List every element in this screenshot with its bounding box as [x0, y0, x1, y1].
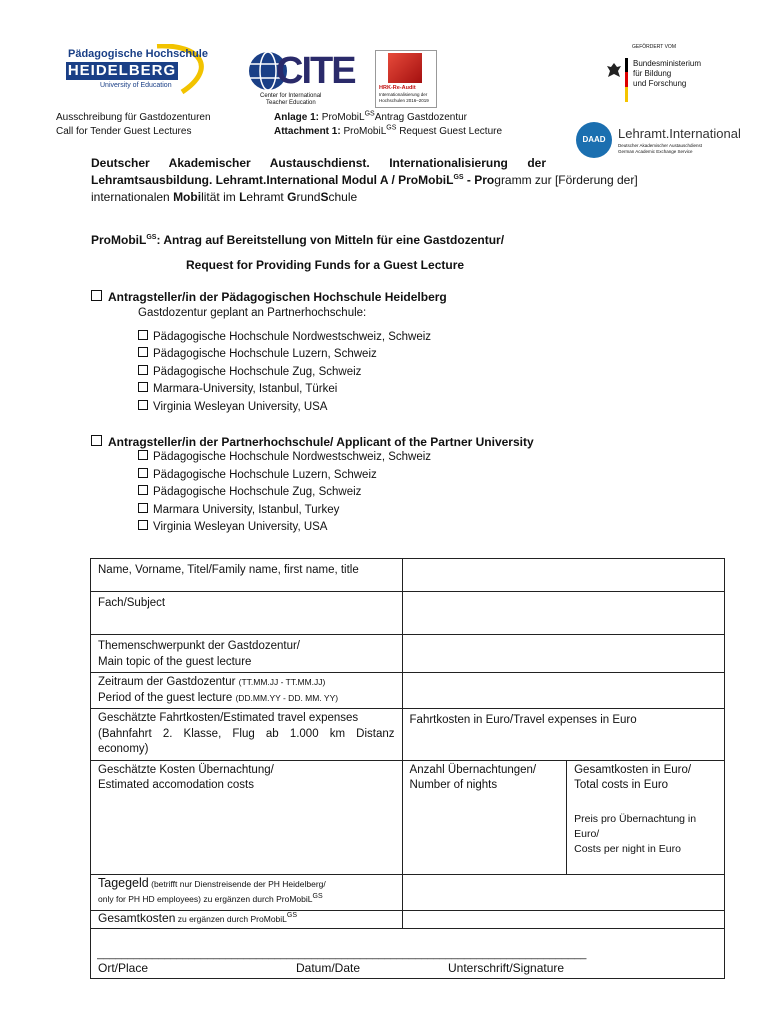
- intro-line3e: ehramt: [246, 190, 288, 204]
- label-subject: Fach/Subject: [91, 592, 403, 635]
- intro-line3f: G: [287, 190, 297, 204]
- checkbox[interactable]: [138, 330, 148, 340]
- accom-line2: Estimated accomodation costs: [98, 779, 254, 791]
- attachment-label: Attachment 1:: [274, 126, 341, 137]
- field-tagegeld[interactable]: [402, 874, 724, 910]
- intro-line3g: rund: [296, 190, 321, 204]
- flag-icon: [625, 58, 628, 102]
- period-en: Period of the guest lecture: [98, 691, 236, 704]
- tagegeld-line2: [98, 892, 395, 908]
- tagegeld-note2: only for PH HD employees) zu ergänzen durch ProMobiL: [98, 894, 313, 904]
- intro-line2sup: GS: [453, 174, 464, 181]
- hrk-line2: Hochschulen 2016–2019: [379, 98, 429, 103]
- cite-letters: CITE: [276, 50, 355, 92]
- period-line2: [98, 691, 395, 707]
- table-row-gesamt: [91, 910, 725, 928]
- caption-call-en: Call for Tender Guest Lectures: [56, 126, 192, 137]
- table-row-accommodation: [91, 760, 725, 874]
- bmbf-line3: und Forschung: [633, 79, 687, 88]
- checkbox[interactable]: [138, 485, 148, 495]
- intro-line2c: gramm zur [Förderung der]: [494, 173, 638, 187]
- table-row-topic: [91, 635, 725, 673]
- section2-option[interactable]: [138, 519, 534, 537]
- checkbox[interactable]: [138, 382, 148, 392]
- heading-sup: GS: [146, 234, 157, 241]
- total-line1: Gesamtkosten in Euro/: [574, 763, 692, 776]
- accom-line1: Geschätzte Kosten Übernachtung/: [98, 763, 274, 776]
- option-label: Pädagogische Hochschule Zug, Schweiz: [153, 486, 362, 498]
- nights-line1: Anzahl Übernachtungen/: [409, 763, 537, 776]
- label-period: [91, 673, 403, 709]
- tagegeld-sup: GS: [312, 893, 323, 901]
- tagegeld-title: Tagegeld: [98, 875, 149, 890]
- hrk-line1: Internationalisierung der: [379, 92, 428, 97]
- gesamt-title: Gesamtkosten: [98, 910, 176, 925]
- anlage-sup: GS: [364, 110, 375, 118]
- checkbox[interactable]: [138, 365, 148, 375]
- option-label: Marmara-University, Istanbul, Türkei: [153, 383, 338, 395]
- field-travel[interactable]: Fahrtkosten in Euro/Travel expenses in Euro: [402, 709, 724, 761]
- ph-heidelberg-logo: [62, 44, 212, 96]
- hrk-cube-icon: [388, 53, 422, 83]
- checkbox[interactable]: [138, 503, 148, 513]
- option-label: Pädagogische Hochschule Nordwestschweiz, Schweiz: [153, 451, 432, 463]
- anlage-rest: Antrag Gastdozentur: [374, 112, 468, 123]
- period-de-format: (TT.MM.JJ - TT.MM.JJ): [238, 677, 326, 687]
- table-row-travel: [91, 709, 725, 761]
- table-row-tagegeld: [91, 874, 725, 910]
- bmbf-line2: für Bildung: [633, 69, 672, 78]
- section1-option[interactable]: [138, 346, 447, 364]
- section2-option[interactable]: [138, 449, 534, 467]
- label-place: Ort/Place: [98, 960, 149, 975]
- period-de: Zeitraum der Gastdozentur: [98, 676, 239, 688]
- daad-name: Lehramt.International: [618, 126, 741, 141]
- label-accommodation: [91, 760, 403, 874]
- ph-logo-line3: University of Education: [100, 82, 172, 89]
- section1-option[interactable]: [138, 399, 447, 417]
- option-label: Pädagogische Hochschule Nordwestschweiz, Schweiz: [153, 330, 432, 343]
- attachment-text: ProMobiL: [343, 126, 387, 137]
- anlage-label: Anlage 1:: [274, 112, 320, 123]
- field-topic[interactable]: [402, 635, 724, 673]
- label-signature: Unterschrift/Signature: [448, 960, 565, 975]
- ph-logo-line2: HEIDELBERG: [67, 62, 177, 79]
- option-label: Pädagogische Hochschule Luzern, Schweiz: [153, 348, 377, 360]
- section-ph-applicant: [91, 290, 447, 416]
- label-date: Datum/Date: [296, 960, 361, 975]
- cite-logo-text: [276, 50, 355, 92]
- nights-line2: Number of nights: [409, 779, 498, 791]
- section1-options: [138, 329, 447, 417]
- intro-line2a: Lehramtsausbildung. Lehramt.International Modul A / ProMobiL: [91, 173, 454, 187]
- intro-line3d: L: [239, 190, 247, 204]
- intro-line3c: lität im: [201, 190, 240, 204]
- travel-line2: (Bahnfahrt 2. Klasse, Flug ab 1.000 km Distanz: [98, 727, 395, 740]
- section1-title: Antragsteller/in der Pädagogischen Hochschule Heidelberg: [108, 290, 447, 304]
- price-line1: Preis pro Übernachtung in: [574, 812, 697, 825]
- option-label: Marmara University, Istanbul, Turkey: [153, 503, 340, 516]
- cite-sub2: Teacher Education: [266, 100, 316, 106]
- section2-option[interactable]: [138, 467, 534, 485]
- application-form-table: [90, 558, 725, 979]
- bmbf-line1: Bundesministerium: [633, 59, 702, 68]
- intro-line1-text: Deutscher Akademischer Austauschdienst. Internationalisierung der: [91, 156, 546, 170]
- table-row-signature: [91, 928, 725, 978]
- travel-line3: economy): [98, 743, 149, 755]
- signature-line: ________________________________________________________________________________: [97, 947, 587, 960]
- section1-checkbox[interactable]: [91, 290, 102, 301]
- checkbox[interactable]: [138, 520, 148, 530]
- price-block: [574, 812, 717, 857]
- caption-call-de: Ausschreibung für Gastdozenturen: [56, 112, 211, 123]
- label-travel: [91, 709, 403, 761]
- field-period[interactable]: [402, 673, 724, 709]
- heading-rest: : Antrag auf Bereitstellung von Mitteln für eine Gastdozentur/: [156, 233, 505, 247]
- section1-subtitle: Gastdozentur geplant an Partnerhochschule:: [138, 307, 367, 319]
- option-label: Virginia Wesleyan University, USA: [153, 521, 328, 533]
- period-line1: [98, 675, 395, 691]
- bmbf-gefoerdert: GEFÖRDERT VOM: [632, 44, 676, 50]
- topic-line2: Main topic of the guest lecture: [98, 655, 252, 668]
- intro-line3a: internationalen: [91, 190, 174, 204]
- table-row-subject: [91, 592, 725, 635]
- label-topic: [91, 635, 403, 673]
- intro-line3i: chule: [328, 190, 358, 204]
- hrk-title: HRK-Re-Audit: [379, 85, 416, 91]
- checkbox[interactable]: [138, 347, 148, 357]
- section1-option[interactable]: [138, 329, 447, 347]
- heading-promobil: ProMobiL: [91, 233, 147, 247]
- price-line2: Euro/: [574, 827, 600, 840]
- attachment-sup: GS: [386, 124, 397, 132]
- section2-options: [138, 449, 534, 537]
- checkbox[interactable]: [138, 450, 148, 460]
- option-label: Virginia Wesleyan University, USA: [153, 400, 328, 413]
- option-label: Pädagogische Hochschule Zug, Schweiz: [153, 365, 362, 378]
- left-captions: [56, 111, 211, 139]
- section2-title: Antragsteller/in der Partnerhochschule/ Applicant of the Partner University: [108, 435, 534, 449]
- section2-checkbox[interactable]: [91, 435, 102, 446]
- attachment-captions: [274, 111, 502, 139]
- daad-sub1: Deutscher Akademischer Austauschdienst: [618, 143, 703, 148]
- daad-badge: DAAD: [576, 122, 612, 158]
- ph-logo-line1: Pädagogische Hochschule: [68, 48, 208, 60]
- field-subject[interactable]: [402, 592, 724, 635]
- anlage-text: ProMobiL: [321, 112, 365, 123]
- form-heading-en: Request for Providing Funds for a Guest Lecture: [186, 258, 465, 272]
- option-label: Pädagogische Hochschule Luzern, Schweiz: [153, 468, 377, 481]
- tagegeld-line1: [98, 876, 395, 893]
- field-gesamt[interactable]: [402, 910, 724, 928]
- topic-line1: Themenschwerpunkt der Gastdozentur/: [98, 640, 300, 652]
- bmbf-logo: [606, 44, 716, 104]
- signature-cell[interactable]: [91, 928, 725, 978]
- eagle-icon: [606, 62, 622, 80]
- intro-paragraph: [91, 155, 691, 206]
- section1-option[interactable]: [138, 381, 447, 399]
- section1-title-row[interactable]: [91, 290, 447, 304]
- section2-option[interactable]: [138, 502, 534, 520]
- hrk-logo: [375, 50, 437, 108]
- section2-title-row[interactable]: [91, 435, 534, 449]
- intro-line2: [91, 172, 691, 189]
- checkbox[interactable]: [138, 400, 148, 410]
- section-partner-applicant: [91, 435, 534, 537]
- cite-logo: [246, 50, 355, 108]
- table-row-name: [91, 559, 725, 592]
- label-name: Name, Vorname, Titel/Family name, first name, title: [91, 559, 403, 592]
- checkbox[interactable]: [138, 468, 148, 478]
- intro-line1: [91, 155, 546, 172]
- intro-line3: [91, 189, 691, 206]
- attachment-rest: Request Guest Lecture: [399, 126, 503, 137]
- label-tagegeld: [91, 874, 403, 910]
- section1-option[interactable]: [138, 364, 447, 382]
- intro-line3b: Mobi: [173, 190, 202, 204]
- daad-sub2: German Academic Exchange Service: [618, 149, 693, 154]
- period-en-format: (DD.MM.YY - DD. MM. YY): [235, 692, 339, 703]
- total-line2: Total costs in Euro: [574, 779, 669, 791]
- table-row-period: [91, 673, 725, 709]
- attachment-line: [274, 125, 502, 139]
- label-gesamt: [91, 910, 403, 928]
- cite-sub1: Center for International: [260, 93, 322, 99]
- travel-line1: Geschätzte Fahrtkosten/Estimated travel expenses: [98, 712, 359, 724]
- field-nights[interactable]: [402, 760, 567, 874]
- gesamt-sup: GS: [286, 911, 298, 919]
- tagegeld-note: (betrifft nur Dienstreisende der PH Heidelberg/: [148, 878, 326, 889]
- form-heading: [91, 233, 504, 247]
- price-line3: Costs per night in Euro: [574, 842, 681, 855]
- field-name[interactable]: [402, 559, 724, 592]
- intro-line2b: - Pro: [463, 173, 495, 187]
- section2-option[interactable]: [138, 484, 534, 502]
- intro-line3h: S: [320, 190, 329, 204]
- field-total-accommodation[interactable]: [567, 760, 725, 874]
- anlage-line: [274, 111, 502, 125]
- gesamt-note: zu ergänzen durch ProMobiL: [175, 913, 287, 924]
